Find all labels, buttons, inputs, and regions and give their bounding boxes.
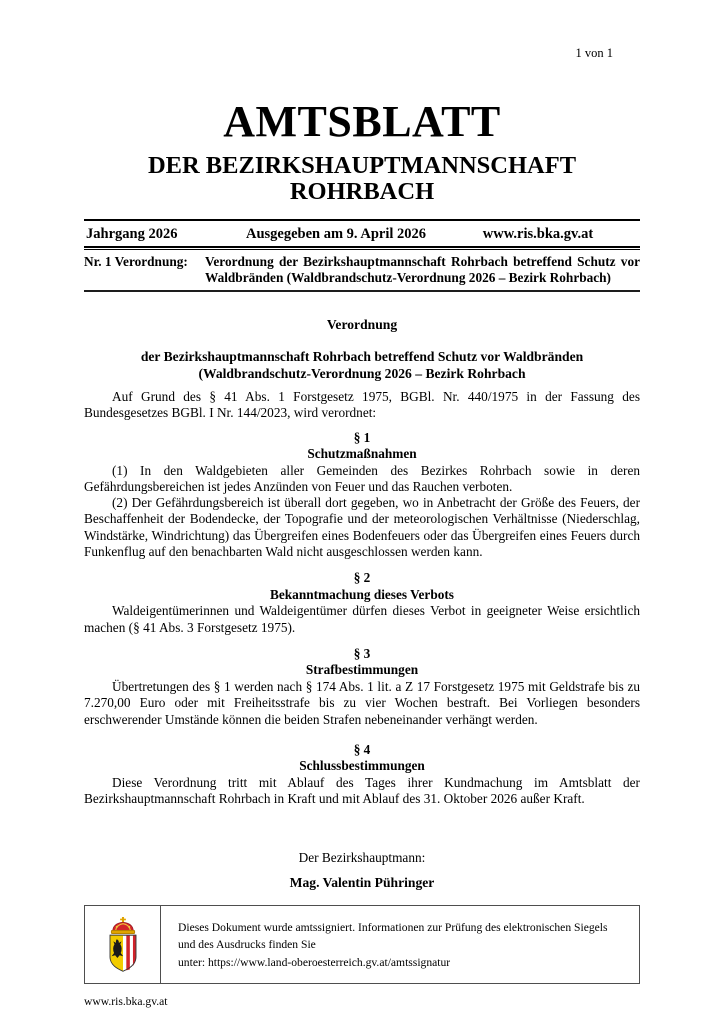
section-2-number: § 2 — [353, 570, 371, 586]
notice-text-line1: Dieses Dokument wurde amtssigniert. Informationen zur Prüfung des elektronischen Siegels und des Ausdrucks finden Sie — [178, 920, 608, 952]
section-2 — [84, 570, 640, 636]
section-4-title: Schlussbestimmungen — [299, 758, 425, 774]
issue-date-label: Ausgegeben am 9. April 2026 — [245, 226, 427, 242]
section-4-paragraph-1: Diese Verordnung tritt mit Ablauf des Tages ihrer Kundmachung im Amtsblatt der Bezirkshauptmannschaft Rohrbach in Kraft und mit Ablauf des 31. Oktober 2026 außer Kraft. — [84, 774, 640, 807]
decree-subheading-line2: (Waldbrandschutz-Verordnung 2026 – Bezirk Rohrbach — [198, 365, 526, 381]
masthead-info-bar — [84, 219, 640, 248]
toc-entry-row — [84, 254, 640, 286]
decree-subheading-line1: der Bezirkshauptmannschaft Rohrbach betreffend Schutz vor Waldbränden — [140, 349, 584, 364]
footer-url: www.ris.bka.gv.at — [84, 995, 168, 1009]
section-1 — [84, 430, 640, 561]
section-4-number: § 4 — [353, 741, 371, 757]
section-3-number: § 3 — [353, 645, 371, 661]
section-4 — [84, 742, 640, 808]
section-2-title: Bekanntmachung dieses Verbots — [270, 586, 454, 602]
section-1-paragraph-1: (1) In den Waldgebieten aller Gemeinden des Bezirkes Rohrbach sowie in deren Gefährdungsbereichen ist jedes Anzünden von Feuer und das Rauchen verboten. — [84, 462, 640, 494]
year-label: Jahrgang 2026 — [86, 226, 178, 242]
section-1-title: Schutzmaßnahmen — [307, 446, 417, 462]
section-3-title: Strafbestimmungen — [305, 662, 419, 678]
section-3-paragraph-1: Übertretungen des § 1 werden nach § 174 Abs. 1 lit. a Z 17 Forstgesetz 1975 mit Geldstrafe bis zu 7.270,00 Euro oder mit Freiheitsstrafe bis zu vier Wochen bestraft. Bei Vorliegen besonders erschwerender Umstände können die beiden Strafen nebeneinander verhängt werden. — [84, 678, 640, 727]
toc-entry-text: Verordnung der Bezirkshauptmannschaft Rohrbach betreffend Schutz vor Waldbränden (Waldbrandschutz-Verordnung 2026 – Bezirk Rohrbach) — [205, 254, 640, 285]
official-signature-notice-box — [84, 905, 640, 984]
notice-text — [161, 906, 639, 983]
gazette-title: AMTSBLATT — [223, 97, 501, 146]
website-label: www.ris.bka.gv.at — [482, 226, 594, 242]
section-3 — [84, 646, 640, 728]
notice-text-line2: unter: https://www.land-oberoesterreich.gv.at/amtssignatur — [178, 955, 451, 969]
section-2-paragraph-1: Waldeigentümerinnen und Waldeigentümer dürfen dieses Verbot in geeigneter Weise ersichtlich machen (§ 41 Abs. 3 Forstgesetz 1975). — [84, 603, 640, 635]
signature-role: Der Bezirkshauptmann: — [298, 850, 426, 866]
toc-number-label: Nr. 1 Verordnung: — [84, 254, 188, 269]
section-1-number: § 1 — [353, 429, 371, 445]
gazette-subtitle-line1: DER BEZIRKSHAUPTMANNSCHAFT — [147, 152, 577, 179]
signature-name: Mag. Valentin Pühringer — [289, 875, 435, 891]
upper-austria-coat-of-arms-icon — [107, 917, 139, 973]
crest-cell — [85, 906, 161, 983]
section-1-paragraph-2: (2) Der Gefährdungsbereich ist überall dort gegeben, wo in Anbetracht der Größe des Feuers, der Beschaffenheit der Bodendecke, der Topografie und der meteorologischen Verhältnisse (Niederschlag, Windstärke, Windrichtung) das Übergreifen eines Bodenfeuers oder das Übergreifen eines Feuers durch Funkenflug auf den benachbarten Wald nicht ausgeschlossen werden kann. — [84, 495, 640, 560]
gazette-subtitle-line2: ROHRBACH — [289, 178, 435, 205]
preamble-paragraph: Auf Grund des § 41 Abs. 1 Forstgesetz 1975, BGBl. Nr. 440/1975 in der Fassung des Bundesgesetzes BGBl. I Nr. 144/2023, wird verordnet: — [84, 389, 640, 421]
divider — [84, 249, 640, 250]
divider — [84, 290, 640, 292]
decree-heading: Verordnung — [326, 317, 398, 332]
page-number: 1 von 1 — [575, 46, 613, 60]
